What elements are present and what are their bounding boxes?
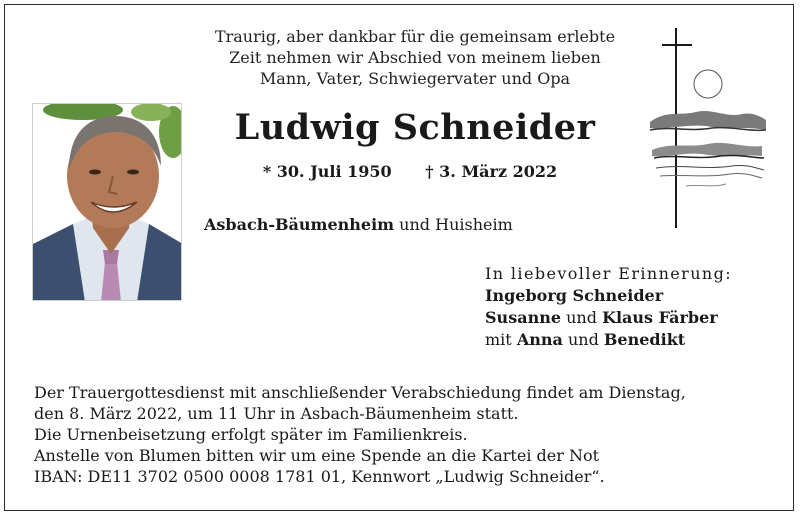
remembrance-heading: In liebevoller Erinnerung: xyxy=(485,264,733,283)
mourner-line xyxy=(485,307,732,329)
cross-landscape-illustration xyxy=(646,26,768,236)
notice-line: Die Urnenbeisetzung erfolgt später im Familienkreis. xyxy=(34,425,468,444)
life-dates xyxy=(240,162,580,181)
mourner-name: Klaus Färber xyxy=(602,308,718,327)
portrait-photo xyxy=(32,103,182,301)
mourner-name: Ingeborg Schneider xyxy=(485,286,664,305)
notice-line: Der Trauergottesdienst mit anschließender Verabschiedung findet am Dienstag, xyxy=(34,383,686,402)
intro-line: Traurig, aber dankbar für die gemeinsam erlebte xyxy=(214,27,616,46)
mourner-name: Susanne xyxy=(485,308,562,327)
mourner-name: Benedikt xyxy=(603,330,686,349)
residence xyxy=(204,215,513,234)
sun-icon xyxy=(694,70,722,98)
portrait-image xyxy=(33,104,182,301)
landscape-icon xyxy=(646,26,768,236)
intro-text xyxy=(190,26,640,89)
mourner-line xyxy=(485,285,732,307)
mourner-prefix: mit xyxy=(485,330,512,349)
notice-line: Anstelle von Blumen bitten wir um eine Spende an die Kartei der Not xyxy=(34,446,600,465)
residence-second: Huisheim xyxy=(435,215,513,234)
intro-line: Mann, Vater, Schwiegervater und Opa xyxy=(259,69,571,88)
service-notice xyxy=(34,382,764,487)
mourner-name: Anna xyxy=(516,330,563,349)
remembrance-block xyxy=(485,263,732,351)
residence-main: Asbach-Bäumenheim xyxy=(204,215,395,234)
birth-date: * 30. Juli 1950 xyxy=(262,162,392,181)
mourner-line xyxy=(485,329,732,351)
deceased-name: Ludwig Schneider xyxy=(234,107,596,148)
notice-line: den 8. März 2022, um 11 Uhr in Asbach-Bäumenheim statt. xyxy=(34,404,519,423)
notice-line: IBAN: DE11 3702 0500 0008 1781 01, Kennwort „Ludwig Schneider“. xyxy=(34,467,605,486)
residence-connector: und xyxy=(399,215,431,234)
death-date: † 3. März 2022 xyxy=(425,162,558,181)
mourner-connector: und xyxy=(567,330,599,349)
intro-line: Zeit nehmen wir Abschied von meinem lieben xyxy=(229,48,601,67)
mourner-connector: und xyxy=(566,308,597,327)
